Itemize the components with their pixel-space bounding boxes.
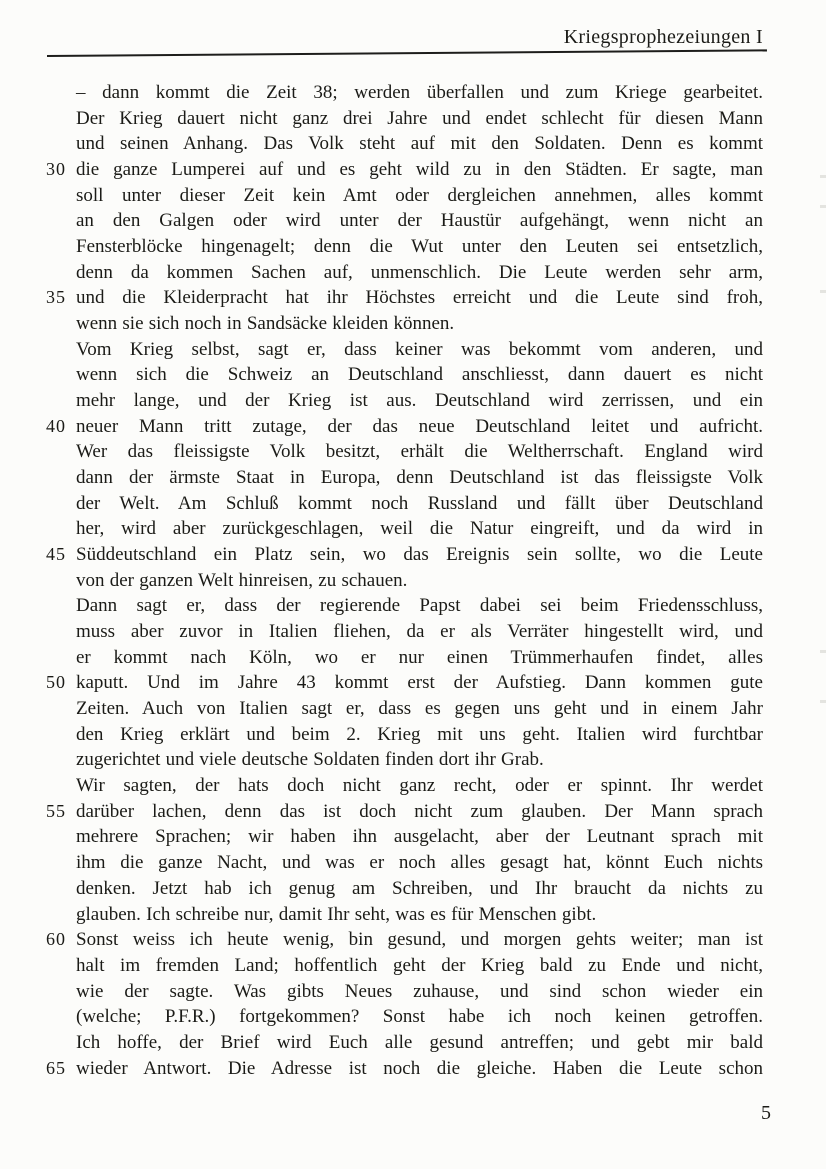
line-text: glauben. Ich schreibe nur, damit Ihr seht, was es für Menschen gibt.: [76, 903, 597, 925]
line-number: 40: [46, 415, 66, 436]
line-text: er kommt nach Köln, wo er nur einen Trümmerhaufen findet, alles: [76, 646, 763, 668]
line-number: 60: [46, 929, 66, 950]
text-line: [76, 1030, 763, 1056]
text-line: [46, 157, 763, 183]
text-body: [46, 80, 763, 1081]
line-text: wieder Antwort. Die Adresse ist noch die gleiche. Haben die Leute schon: [76, 1057, 763, 1079]
line-text: Zeiten. Auch von Italien sagt er, dass es gegen uns geht und in einem Jahr: [76, 698, 763, 720]
text-line: [76, 747, 763, 773]
text-line: [76, 773, 763, 799]
text-line: [46, 285, 763, 311]
text-line: [76, 439, 763, 465]
text-line: [76, 902, 763, 928]
line-text: zugerichtet und viele deutsche Soldaten finden dort ihr Grab.: [76, 749, 544, 771]
line-text: an den Galgen oder wird unter der Haustür aufgehängt, wenn nicht an: [76, 210, 763, 232]
text-line: [76, 131, 763, 157]
line-text: denken. Jetzt hab ich genug am Schreiben, und Ihr braucht da nichts zu: [76, 877, 763, 899]
line-text: muss aber zuvor in Italien fliehen, da er als Verräter hingestellt wird, und: [76, 621, 763, 643]
text-line: [76, 183, 763, 209]
header-rule: [47, 49, 767, 57]
line-number: 55: [46, 800, 66, 821]
line-text: Vom Krieg selbst, sagt er, dass keiner was bekommt vom anderen, und: [76, 338, 763, 360]
line-text: Sonst weiss ich heute wenig, bin gesund, und morgen gehts weiter; man ist: [76, 929, 763, 951]
scan-artifact: [820, 175, 826, 178]
line-text: wenn sich die Schweiz an Deutschland anschliesst, dann dauert es nicht: [76, 364, 763, 386]
line-text: wie der sagte. Was gibts Neues zuhause, und sind schon wieder ein: [76, 980, 763, 1002]
line-text: Dann sagt er, dass der regierende Papst dabei sei beim Friedensschluss,: [76, 595, 763, 617]
scan-artifact: [820, 650, 826, 653]
scan-artifact: [820, 205, 826, 208]
line-text: Fensterblöcke hingenagelt; denn die Wut unter den Leuten sei entsetzlich,: [76, 236, 763, 258]
text-line: [76, 593, 763, 619]
text-line: [76, 722, 763, 748]
line-text: Wir sagten, der hats doch nicht ganz recht, oder er spinnt. Ihr werdet: [76, 775, 763, 797]
text-line: [76, 234, 763, 260]
line-text: halt im fremden Land; hoffentlich geht der Krieg bald zu Ende und nicht,: [76, 954, 763, 976]
line-text: und seinen Anhang. Das Volk steht auf mit den Soldaten. Denn es kommt: [76, 133, 763, 155]
text-line: [76, 208, 763, 234]
line-text: den Krieg erklärt und beim 2. Krieg mit uns geht. Italien wird furchtbar: [76, 723, 763, 745]
line-text: her, wird aber zurückgeschlagen, weil die Natur eingreift, und da wird in: [76, 518, 763, 540]
text-line: [76, 362, 763, 388]
line-text: und die Kleiderpracht hat ihr Höchstes erreicht und die Leute sind froh,: [76, 287, 763, 309]
line-text: von der ganzen Welt hinreisen, zu schauen.: [76, 569, 408, 591]
text-line: [76, 311, 763, 337]
line-number: 45: [46, 544, 66, 565]
line-text: denn da kommen Sachen auf, unmenschlich. Die Leute werden sehr arm,: [76, 261, 763, 283]
line-text: darüber lachen, denn das ist doch nicht zum glauben. Der Mann sprach: [76, 800, 763, 822]
page-number: 5: [761, 1102, 771, 1124]
text-line: [46, 414, 763, 440]
line-number: 65: [46, 1057, 66, 1078]
line-text: Ich hoffe, der Brief wird Euch alle gesund antreffen; und gebt mir bald: [76, 1031, 763, 1053]
line-text: mehrere Sprachen; wir haben ihn ausgelacht, aber der Leutnant sprach mit: [76, 826, 763, 848]
line-text: (welche; P.F.R.) fortgekommen? Sonst habe ich noch keinen getroffen.: [76, 1006, 763, 1028]
line-number: 35: [46, 287, 66, 308]
line-text: neuer Mann tritt zutage, der das neue Deutschland leitet und aufricht.: [76, 415, 763, 437]
text-line: [46, 799, 763, 825]
text-line: [46, 927, 763, 953]
text-line: [76, 619, 763, 645]
line-text: kaputt. Und im Jahre 43 kommt erst der Aufstieg. Dann kommen gute: [76, 672, 763, 694]
text-line: [76, 80, 763, 106]
text-line: [76, 516, 763, 542]
text-line: [46, 542, 763, 568]
scan-artifact: [820, 290, 826, 293]
text-line: [76, 850, 763, 876]
text-line: [76, 260, 763, 286]
line-text: Süddeutschland ein Platz sein, wo das Ereignis sein sollte, wo die Leute: [76, 544, 763, 566]
text-line: [76, 876, 763, 902]
text-line: [76, 824, 763, 850]
line-text: der Welt. Am Schluß kommt noch Russland und fällt über Deutschland: [76, 492, 763, 514]
text-line: [76, 465, 763, 491]
running-header-title: Kriegsprophezeiungen I: [563, 26, 763, 48]
line-number: 50: [46, 672, 66, 693]
text-line: [76, 696, 763, 722]
line-text: ihm die ganze Nacht, und was er noch alles gesagt hat, könnt Euch nichts: [76, 852, 763, 874]
line-text: soll unter dieser Zeit kein Amt oder dergleichen annehmen, alles kommt: [76, 184, 763, 206]
line-text: mehr lange, und der Krieg ist aus. Deutschland wird zerrissen, und ein: [76, 390, 763, 412]
line-text: Der Krieg dauert nicht ganz drei Jahre und endet schlecht für diesen Mann: [76, 107, 763, 129]
text-line: [76, 388, 763, 414]
line-text: – dann kommt die Zeit 38; werden überfallen und zum Kriege gearbeitet.: [76, 82, 763, 103]
scan-artifact: [820, 700, 826, 703]
text-line: [76, 568, 763, 594]
text-line: [76, 979, 763, 1005]
line-text: wenn sie sich noch in Sandsäcke kleiden können.: [76, 313, 455, 335]
text-line: [76, 1004, 763, 1030]
text-line: [46, 670, 763, 696]
text-line: [76, 106, 763, 132]
text-line: [76, 645, 763, 671]
text-line: [76, 491, 763, 517]
text-line: [46, 1056, 763, 1082]
text-line: [76, 953, 763, 979]
line-text: Wer das fleissigste Volk besitzt, erhält die Weltherrschaft. England wird: [76, 441, 763, 463]
line-number: 30: [46, 159, 66, 180]
text-line: [76, 337, 763, 363]
line-text: die ganze Lumperei auf und es geht wild zu in den Städten. Er sagte, man: [76, 159, 763, 181]
line-text: dann der ärmste Staat in Europa, denn Deutschland ist das fleissigste Volk: [76, 467, 763, 489]
